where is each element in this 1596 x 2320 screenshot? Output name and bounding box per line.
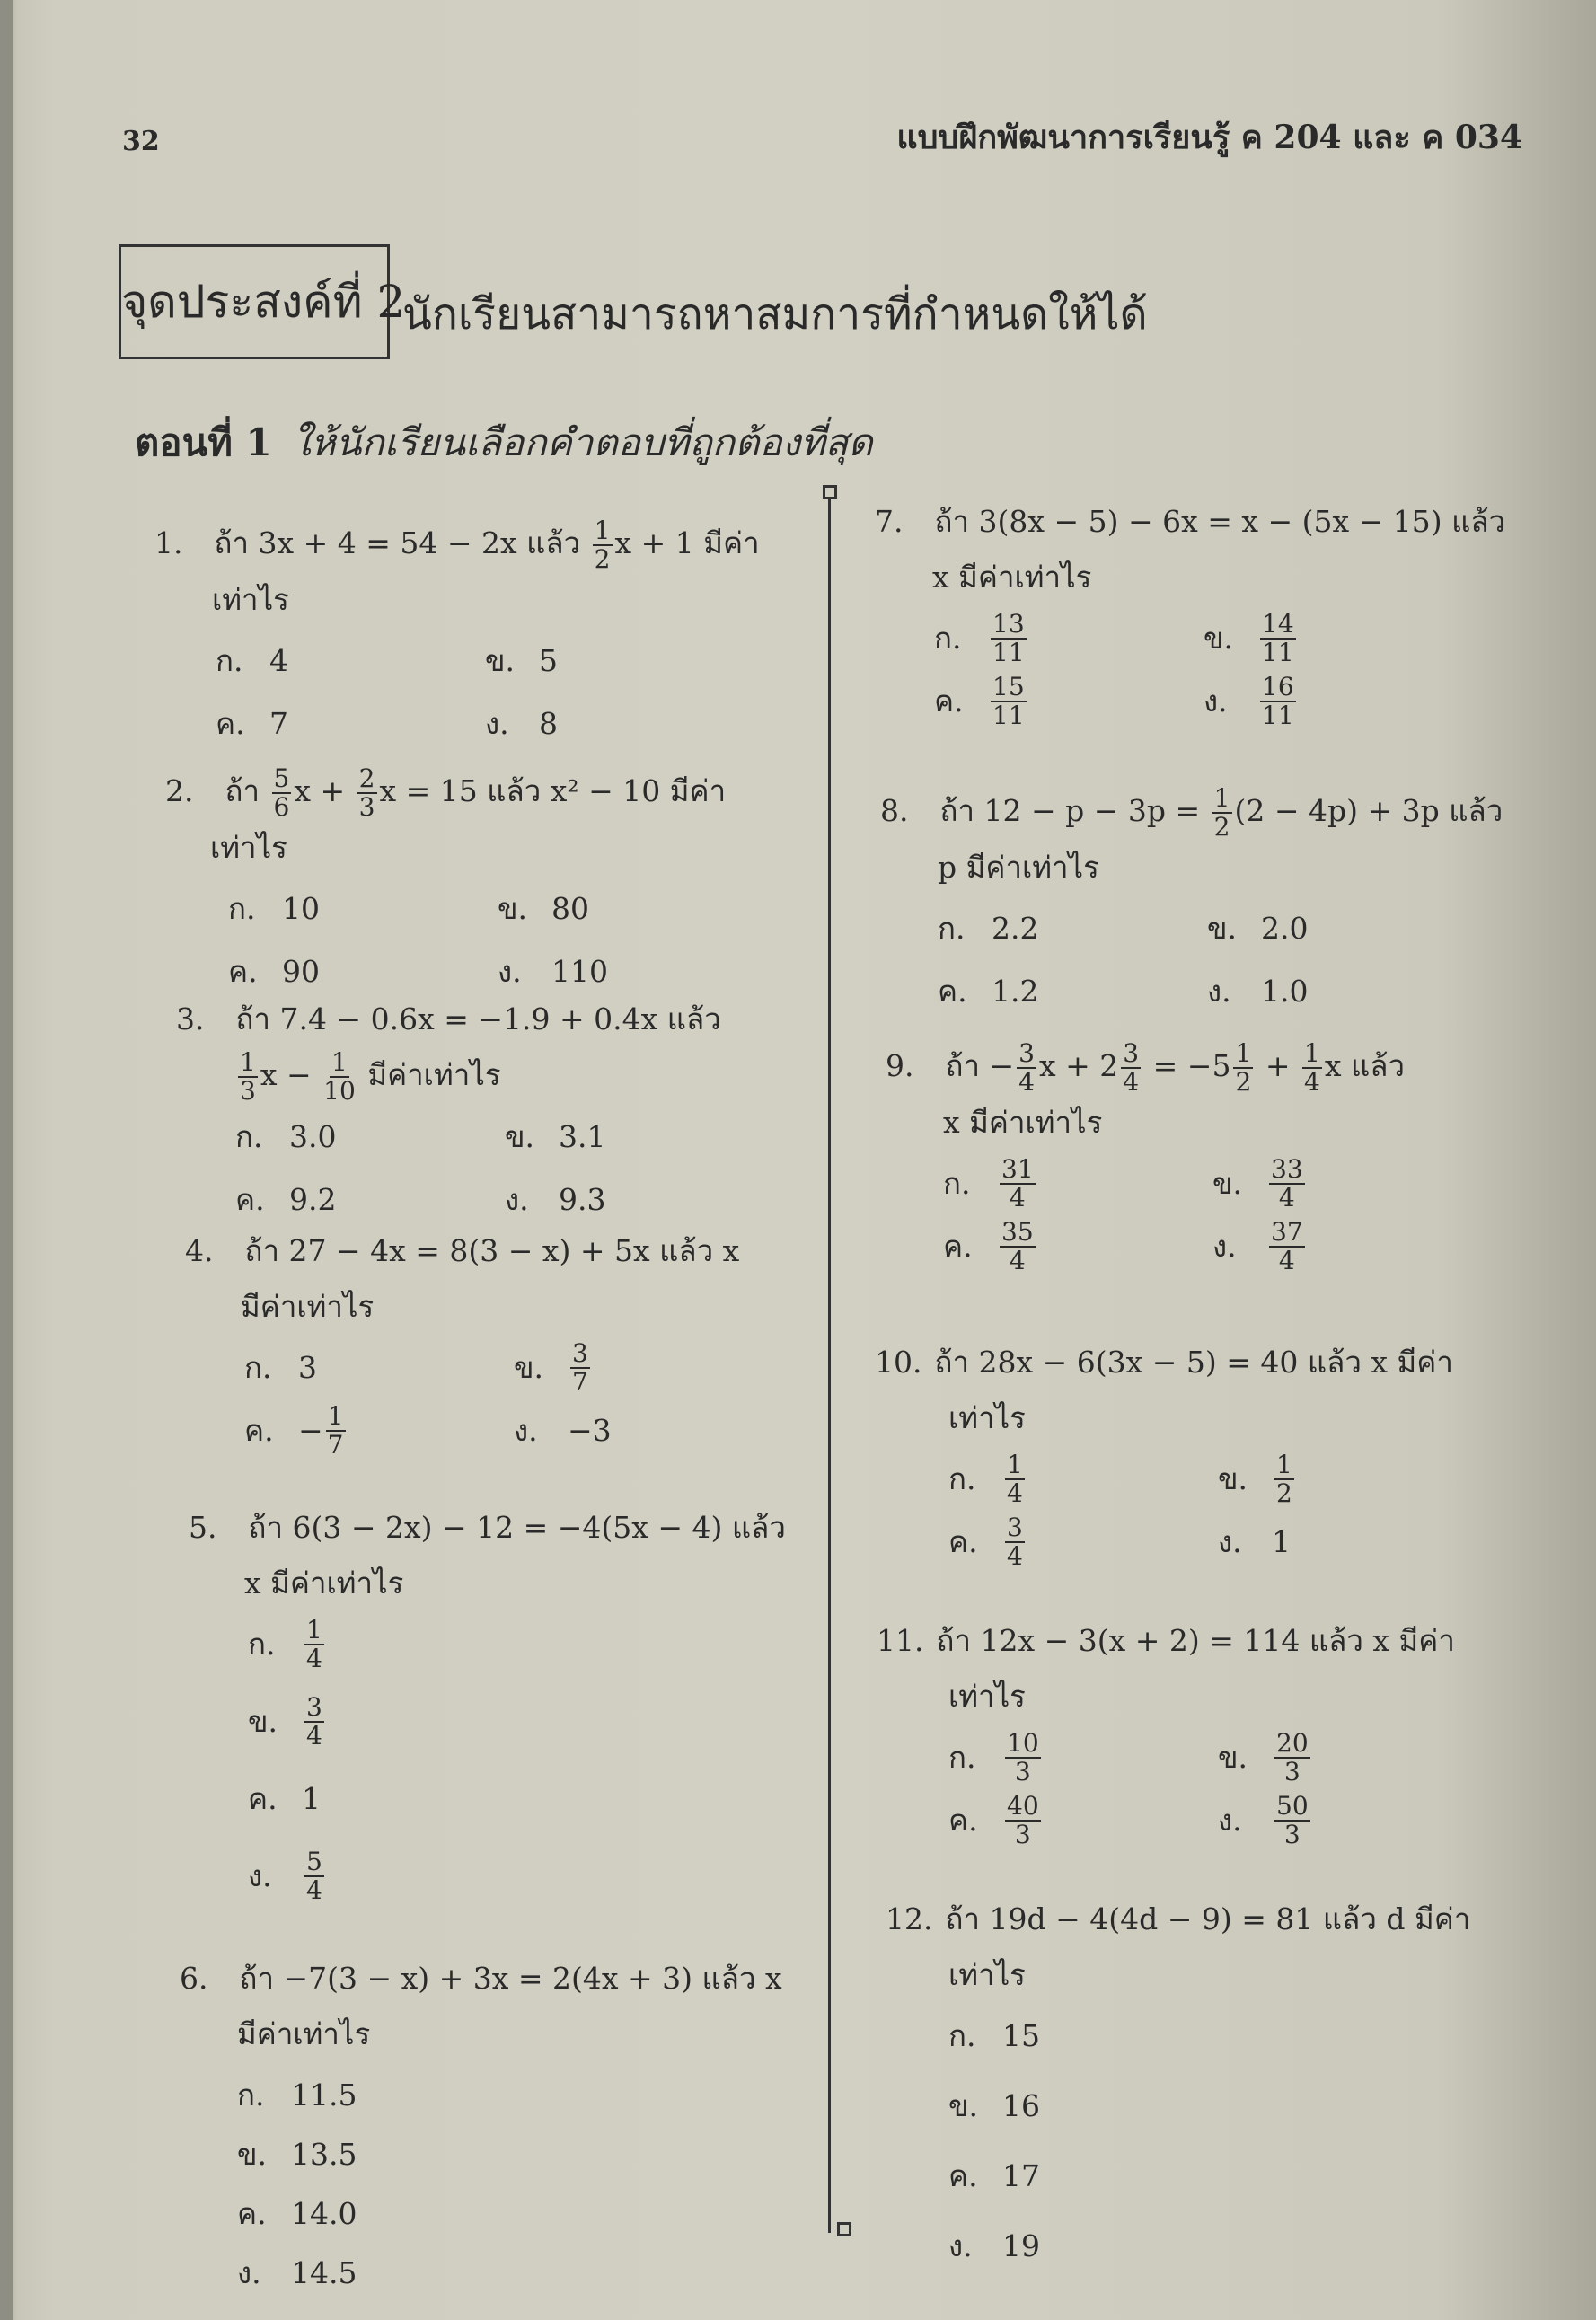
running-header: แบบฝึกพัฒนาการเรียนรู้ ค 204 และ ค 034 xyxy=(896,119,1522,156)
choice-a[interactable]: ก. 10 xyxy=(228,891,320,927)
choice-c[interactable]: ค. 90 xyxy=(228,954,320,990)
choice-a[interactable]: ก. 15 xyxy=(948,2018,1040,2053)
choice-d[interactable]: ง. $\frac{37}{4}$ xyxy=(1212,1217,1303,1276)
choice-b[interactable]: ข. 5 xyxy=(485,643,558,679)
choice-b[interactable]: ข. $\frac{20}{3}$ xyxy=(1218,1727,1309,1786)
part-heading xyxy=(135,413,873,472)
question-3: 3. ถ้า 7.4 − 0.6x = −1.9 + 0.4x แล้ว $\frac{1}{3}$ x − $\frac{1}{10}$ มีค่าเท่าไร ก. 3.0 ข. 3.1 ค. 9.2 ง. 9.3 xyxy=(176,992,738,1228)
question-5: 5. ถ้า 6(3 − 2x) − 12 = −4(5x − 4) แล้ว x มีค่าเท่าไร ก. $\frac{1}{4}$ ข. $\frac{3}{4}$ ค. 1 ง. $\frac{5}{4}$ xyxy=(189,1500,786,1904)
choice-c[interactable]: ค. 1.2 xyxy=(938,974,1039,1010)
question-4: 4. ถ้า 27 − 4x = 8(3 − x) + 5x แล้ว x มีค่าเท่าไร ก. 3 ข. $\frac{3}{7}$ ค. − $\frac{1}{7}$ ง. −3 xyxy=(185,1223,747,1459)
equation: 27 − 4x = 8(3 − x) + 5x xyxy=(288,1233,650,1268)
fraction: $\frac{2}{3}$ xyxy=(358,763,375,822)
choice-a[interactable]: ก. $\frac{1}{4}$ xyxy=(248,1614,322,1673)
equation: 19d − 4(4d − 9) = 81 xyxy=(989,1901,1314,1936)
equation: 6(3 − 2x) − 12 = −4(5x − 4) xyxy=(292,1510,723,1545)
question-12: 12. ถ้า 19d − 4(4d − 9) = 81 แล้ว d มีค่า เท่าไร ก. 15 ข. 16 ค. 17 ง. 19 xyxy=(886,1892,1470,2274)
divider-top-cap xyxy=(823,485,837,499)
choice-a[interactable]: ก. $\frac{1}{4}$ xyxy=(948,1449,1023,1508)
choice-b[interactable]: ข. 3.1 xyxy=(505,1119,606,1155)
page-number: 32 xyxy=(122,126,160,157)
choice-d[interactable]: ง. $\frac{50}{3}$ xyxy=(1218,1790,1309,1849)
choice-c[interactable]: ค. $\frac{40}{3}$ xyxy=(948,1790,1039,1849)
fraction: $\frac{5}{6}$ xyxy=(273,763,290,822)
question-number: 12. xyxy=(886,1901,933,1936)
choice-a[interactable]: ก. $\frac{10}{3}$ xyxy=(948,1727,1039,1786)
choice-c[interactable]: ค. 1 xyxy=(248,1781,321,1816)
question-11: 11. ถ้า 12x − 3(x + 2) = 114 แล้ว x มีค่า เท่าไร ก. $\frac{10}{3}$ ข. $\frac{20}{3}$ ค. $\frac{40}{3}$ ง. $\frac{50}{3}$ xyxy=(877,1613,1455,1848)
question-number: 11. xyxy=(877,1623,924,1658)
equation: 7.4 − 0.6x = −1.9 + 0.4x xyxy=(279,1001,658,1037)
question-6: 6. ถ้า −7(3 − x) + 3x = 2(4x + 3) แล้ว x มีค่าเท่าไร ก. 11.5 ข. 13.5 ค. 14.0 ง. 14.5 xyxy=(180,1951,782,2301)
fraction: $\frac{1}{2}$ xyxy=(594,515,611,574)
choice-d[interactable]: ง. 110 xyxy=(498,954,608,990)
choice-c[interactable]: ค. 14.0 xyxy=(237,2196,357,2231)
choice-a[interactable]: ก. 11.5 xyxy=(237,2077,357,2113)
choice-c[interactable]: ค. 7 xyxy=(216,706,288,742)
question-9: 9. ถ้า − $\frac{3}{4}$ x + 2 $\frac{3}{4}$ = −5 $\frac{1}{2}$ + $\frac{1}{4}$ x แล้ว x มีค่าเท่าไร ก. $\frac{31}{4}$ ข. $\frac{33}{4}$ ค. $\frac{35}{4}$ ง. $\frac{37}{4}$ xyxy=(886,1038,1446,1275)
equation: 3(8x − 5) − 6x = x − (5x − 15) xyxy=(978,504,1442,539)
question-number: 1. xyxy=(154,525,183,560)
question-7: 7. ถ้า 3(8x − 5) − 6x = x − (5x − 15) แล้ว x มีค่าเท่าไร ก. $\frac{13}{11}$ ข. $\frac{14}{11}$ ค. $\frac{15}{11}$ ง. $\frac{16}{11}$ xyxy=(875,494,1505,729)
choice-d[interactable]: ง. $\frac{16}{11}$ xyxy=(1204,671,1294,730)
question-8: 8. ถ้า 12 − p − 3p = $\frac{1}{2}$ (2 − 4p) + 3p แล้ว p มีค่าเท่าไร ก. 2.2 ข. 2.0 ค. 1.2 ง. 1.0 xyxy=(880,783,1503,1019)
choice-d[interactable]: ง. 1 xyxy=(1218,1524,1291,1559)
choice-b[interactable]: ข. $\frac{14}{11}$ xyxy=(1204,608,1294,667)
choice-b[interactable]: ข. $\frac{3}{4}$ xyxy=(248,1691,322,1751)
choice-a[interactable]: ก. 3 xyxy=(244,1350,317,1385)
book-spine xyxy=(0,0,13,2320)
choice-c[interactable]: ค. − $\frac{1}{7}$ xyxy=(244,1400,344,1460)
question-number: 7. xyxy=(875,504,904,539)
divider-bottom-cap xyxy=(837,2222,851,2236)
question-number: 10. xyxy=(875,1345,922,1380)
expression: x² − 10 xyxy=(550,773,661,808)
choice-c[interactable]: ค. $\frac{15}{11}$ xyxy=(934,671,1025,730)
choice-b[interactable]: ข. 80 xyxy=(498,891,589,927)
equation: 12x − 3(x + 2) = 114 xyxy=(980,1623,1301,1658)
question-2: 2. ถ้า $\frac{5}{6}$ x + $\frac{2}{3}$ x = 15 แล้ว x² − 10 มีค่า เท่าไร ก. 10 ข. 80 ค. 90 ง. 110 xyxy=(165,763,731,1000)
choice-b[interactable]: ข. 2.0 xyxy=(1207,911,1309,947)
choice-b[interactable]: ข. 16 xyxy=(948,2088,1040,2123)
choice-b[interactable]: ข. $\frac{33}{4}$ xyxy=(1212,1154,1303,1213)
question-number: 6. xyxy=(180,1961,208,1996)
choice-a[interactable]: ก. $\frac{31}{4}$ xyxy=(943,1154,1034,1213)
question-1: 1. ถ้า 3x + 4 = 54 − 2x แล้ว $\frac{1}{2}$ x + 1 มีค่า เท่าไร ก. 4 ข. 5 ค. 7 ง. 8 xyxy=(154,516,760,752)
choice-b[interactable]: ข. 13.5 xyxy=(237,2137,357,2172)
choice-b[interactable]: ข. $\frac{3}{7}$ xyxy=(514,1337,588,1397)
question-number: 5. xyxy=(189,1510,217,1545)
question-number: 4. xyxy=(185,1233,214,1268)
question-number: 3. xyxy=(176,1001,205,1037)
question-number: 2. xyxy=(165,773,194,808)
fraction: $\frac{1}{2}$ xyxy=(1213,782,1230,842)
equation: 28x − 6(3x − 5) = 40 xyxy=(978,1345,1299,1380)
fraction: $\frac{1}{3}$ xyxy=(240,1046,256,1106)
objective-text: นักเรียนสามารถหาสมการที่กำหนดให้ได้ xyxy=(402,289,1148,340)
question-number: 9. xyxy=(886,1048,914,1083)
question-number: 8. xyxy=(880,793,909,828)
choice-a[interactable]: ก. 4 xyxy=(216,643,288,679)
equation: −7(3 − x) + 3x = 2(4x + 3) xyxy=(283,1961,692,1996)
choice-c[interactable]: ค. $\frac{35}{4}$ xyxy=(943,1217,1034,1276)
choice-d[interactable]: ง. 19 xyxy=(948,2228,1040,2263)
choice-d[interactable]: ง. 14.5 xyxy=(237,2255,357,2290)
choice-a[interactable]: ก. 2.2 xyxy=(938,911,1039,947)
choice-d[interactable]: ง. $\frac{5}{4}$ xyxy=(248,1846,322,1905)
fraction: $\frac{1}{10}$ xyxy=(323,1046,356,1106)
choice-b[interactable]: ข. $\frac{1}{2}$ xyxy=(1218,1449,1292,1508)
choice-d[interactable]: ง. 8 xyxy=(485,706,558,742)
choice-a[interactable]: ก. 3.0 xyxy=(235,1119,337,1155)
part-label: ตอนที่ 1 xyxy=(135,420,272,464)
objective-label-box: จุดประสงค์ที่ 2 xyxy=(119,244,390,359)
choice-d[interactable]: ง. −3 xyxy=(514,1413,612,1448)
choice-c[interactable]: ค. 17 xyxy=(948,2158,1040,2193)
choice-d[interactable]: ง. 1.0 xyxy=(1207,974,1309,1010)
choice-c[interactable]: ค. $\frac{3}{4}$ xyxy=(948,1512,1023,1571)
equation: 3x + 4 = 54 − 2x xyxy=(258,525,517,560)
choice-a[interactable]: ก. $\frac{13}{11}$ xyxy=(934,608,1025,667)
column-divider xyxy=(828,492,831,2233)
choice-d[interactable]: ง. 9.3 xyxy=(505,1182,606,1218)
part-instruction: ให้นักเรียนเลือกคำตอบที่ถูกต้องที่สุด xyxy=(292,420,873,464)
choice-c[interactable]: ค. 9.2 xyxy=(235,1182,337,1218)
question-10: 10. ถ้า 28x − 6(3x − 5) = 40 แล้ว x มีค่า เท่าไร ก. $\frac{1}{4}$ ข. $\frac{1}{2}$ ค. $\frac{3}{4}$ ง. 1 xyxy=(875,1335,1453,1570)
